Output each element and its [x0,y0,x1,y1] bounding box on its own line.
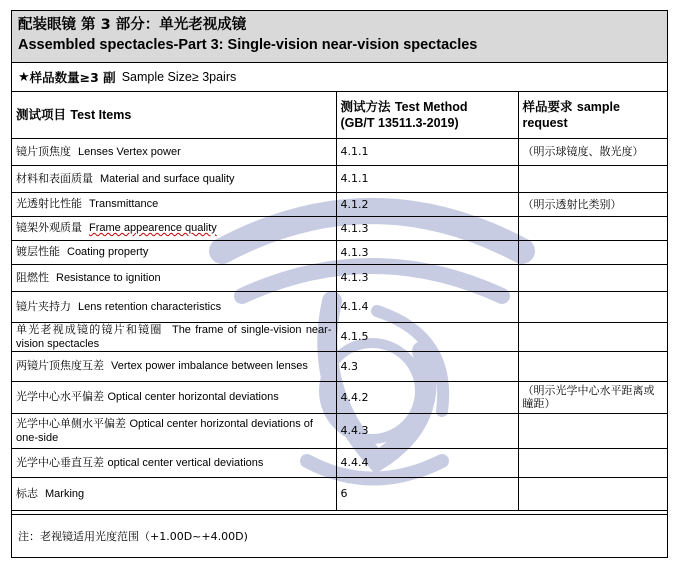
item-en: Optical center horizontal deviations [107,391,279,403]
item-cn: 阻燃性 [16,270,49,284]
request-cell [518,477,667,510]
note-text: 注：老视镜适用光度范围（+1.00D~+4.00D) [18,530,248,543]
table-row [12,264,667,291]
item-cn: 光学中心单侧水平偏差 [16,416,126,430]
item-cn: 镀层性能 [16,245,60,258]
method-cell: 4.1.5 [336,322,518,351]
item-cn: 光学中心水平偏差 [16,390,104,403]
item-en: Vertex power imbalance between lenses [111,360,308,372]
header-test-method [336,92,518,138]
table-row [12,322,667,351]
title-block [12,11,667,63]
sample-size-english: Sample Size≥ 3pairs [121,70,237,84]
table-row [12,351,667,381]
table-row [12,240,667,264]
spec-sheet [11,10,668,558]
header-req-en: sample request [522,99,620,130]
method-cell: 4.1.1 [336,138,518,165]
header-test-items [12,92,336,138]
item-en: optical center vertical deviations [107,456,264,469]
item-cn: 镜片夹持力 [16,299,71,313]
star-icon: ★ [18,69,30,85]
sample-size-chinese: 样品数量≥3 副 [29,70,116,85]
method-cell: 4.1.3 [336,240,518,264]
table-row [12,216,667,240]
request-cell [518,448,667,477]
sample-size-row [12,63,667,92]
method-cell: 4.3 [336,351,518,381]
item-en: Lenses Vertex power [78,145,181,158]
test-items-table [12,92,667,511]
header-method-en: Test Method [394,99,468,114]
method-cell: 4.1.4 [336,291,518,322]
note-row [12,514,667,557]
test-item-cell [12,477,336,510]
item-en: Frame appearence quality [89,222,217,234]
request-cell [518,413,667,448]
test-item-cell [12,192,336,216]
header-req-cn: 样品要求 [522,98,573,114]
test-item-cell [12,322,336,351]
item-en: Material and surface quality [100,172,235,185]
item-en: Marking [45,487,85,500]
table-row [12,192,667,216]
method-cell: 4.1.3 [336,264,518,291]
method-cell: 4.1.3 [336,216,518,240]
item-cn: 两镜片顶焦度互差 [16,359,104,372]
table-row [12,381,667,413]
table-row [12,477,667,510]
test-item-cell [12,291,336,322]
request-cell: （明示球镜度、散光度） [518,138,667,165]
table-row [12,291,667,322]
table-header-row [12,92,667,138]
request-cell [518,351,667,381]
table-row [12,413,667,448]
request-cell: （明示光学中心水平距离或瞳距） [518,381,667,413]
header-method-standard: (GB/T 13511.3-2019) [340,115,459,130]
item-cn: 光透射比性能 [16,197,82,210]
header-method-cn: 测试方法 [340,98,391,114]
request-cell [518,240,667,264]
item-cn: 材料和表面质量 [16,171,93,185]
method-cell: 4.4.3 [336,413,518,448]
request-cell [518,291,667,322]
test-item-cell [12,351,336,381]
item-en: Transmittance [89,198,159,210]
request-cell [518,264,667,291]
method-cell: 4.1.2 [336,192,518,216]
table-row [12,165,667,192]
table-row [12,138,667,165]
method-cell: 4.4.4 [336,448,518,477]
test-item-cell [12,448,336,477]
item-en: Resistance to ignition [56,271,161,284]
test-item-cell [12,381,336,413]
item-cn: 单光老视成镜的镜片和镜圈 [16,322,163,336]
request-cell [518,165,667,192]
header-items-cn: 测试项目 [16,106,67,122]
table-row [12,448,667,477]
method-cell: 4.4.2 [336,381,518,413]
item-en: Coating property [67,246,149,258]
item-en: Optical center horizontal deviations of one-side [16,417,313,444]
title-chinese: 配装眼镜 第 3 部分：单光老视成镜 [18,17,247,33]
item-en: The frame of single-vision near-vision spectacles [16,323,332,350]
item-cn: 标志 [16,486,38,500]
request-cell [518,322,667,351]
item-en: Lens retention characteristics [78,300,222,313]
header-items-en: Test Items [70,107,132,122]
test-item-cell [12,413,336,448]
test-item-cell [12,240,336,264]
request-cell: （明示透射比类别） [518,192,667,216]
request-cell [518,216,667,240]
method-cell: 4.1.1 [336,165,518,192]
title-english: Assembled spectacles-Part 3: Single-vision near-vision spectacles [18,37,478,53]
item-cn: 镜架外观质量 [16,221,82,234]
item-cn: 镜片顶焦度 [16,144,71,158]
test-item-cell [12,138,336,165]
test-item-cell [12,264,336,291]
test-item-cell [12,216,336,240]
test-item-cell [12,165,336,192]
header-sample-request [518,92,667,138]
item-cn: 光学中心垂直互差 [16,455,104,469]
method-cell: 6 [336,477,518,510]
